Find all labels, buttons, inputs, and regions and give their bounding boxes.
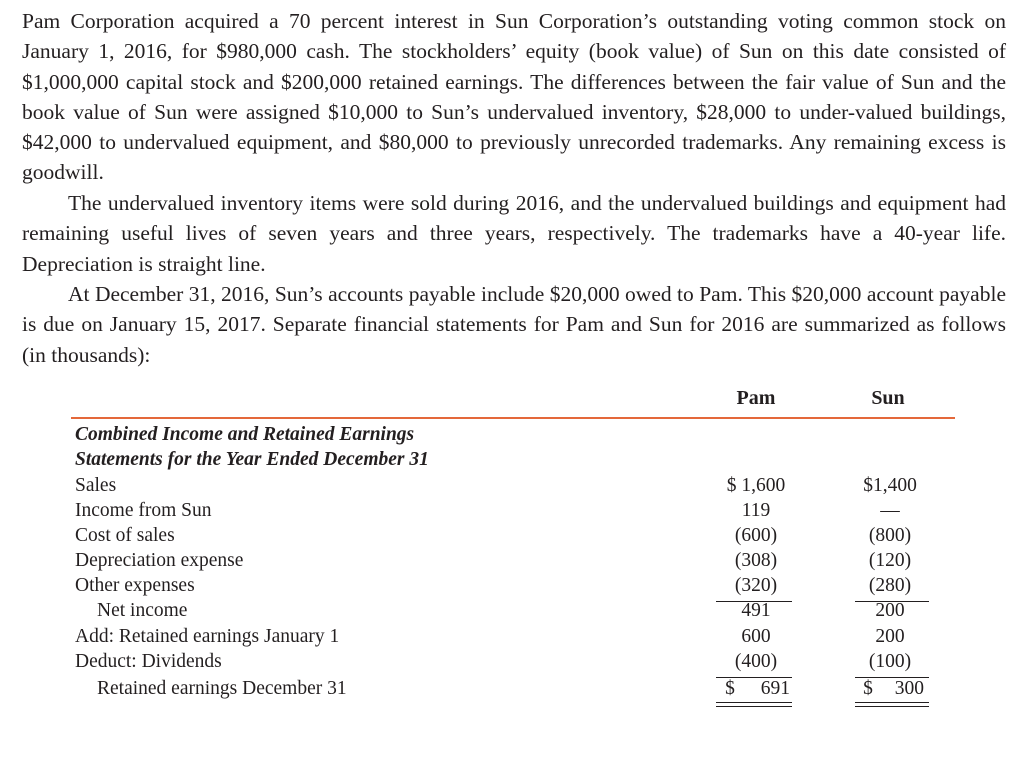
table-row [0,651,1024,676]
sun-value: (100) [868,651,912,672]
pam-value: 491 [741,600,771,621]
row-label: Cost of sales [75,525,175,546]
table-row [0,525,1024,550]
header-rule [71,417,955,419]
pam-value: (320) [734,575,778,596]
table-row [0,600,1024,625]
pam-value: (308) [734,550,778,571]
row-label: Sales [75,475,117,496]
table-row [0,475,1024,500]
sun-value: 200 [875,626,905,647]
sun-value: (120) [868,550,912,571]
double-underline-pam [716,702,792,707]
row-label: Net income [97,600,188,621]
table-row [0,575,1024,600]
column-header-pam: Pam [736,387,776,409]
row-label: Deduct: Dividends [75,651,222,672]
pam-dollar-sign: $ [725,678,735,699]
depreciation-paragraph: The undervalued inventory items were sold during 2016, and the undervalued buildings and equipment had remaining useful lives of seven years and three years, respectively. The trademarks have a 40-year life. Depreciation is straight line. [22,191,1006,276]
sun-dollar-sign: $ [863,678,873,699]
pam-value: $ 1,600 [726,475,786,496]
row-label: Depreciation expense [75,550,244,571]
row-label: Add: Retained earnings January 1 [75,626,340,647]
payable-paragraph: At December 31, 2016, Sun’s accounts payable include $20,000 owed to Pam. This $20,000 account payable is due on January 15, 2017. Separate financial statements for Pam and Sun for 2016 are summarized as follows (in thousands): [22,282,1006,367]
sun-value: 200 [875,600,905,621]
sun-value: (800) [868,525,912,546]
section-title-line2: Statements for the Year Ended December 31 [75,449,429,470]
row-label: Retained earnings December 31 [97,678,347,699]
double-underline-sun [855,702,929,707]
pam-value: 600 [741,626,771,647]
section-title-line1: Combined Income and Retained Earnings [75,424,415,445]
row-label: Other expenses [75,575,195,596]
pam-value: (600) [734,525,778,546]
sun-value: — [880,500,900,521]
intro-paragraph: Pam Corporation acquired a 70 percent interest in Sun Corporation’s outstanding voting common stock on January 1, 2016, for $980,000 cash. The stockholders’ equity (book value) of Sun on this date consisted of $1,000,000 capital stock and $200,000 retained earnings. The differences between the fair value of Sun and the book value of Sun were assigned $10,000 to Sun’s undervalued inventory, $28,000 to under-valued buildings, $42,000 to undervalued equipment, and $80,000 to previously unrecorded trademarks. Any remaining excess is goodwill. [22,9,1006,185]
pam-value: (400) [734,651,778,672]
pam-value: 691 [760,678,790,699]
table-row [0,626,1024,651]
row-label: Income from Sun [75,500,212,521]
table-row [0,678,1024,703]
sun-value: (280) [868,575,912,596]
table-row [0,500,1024,525]
sun-value: $1,400 [863,475,917,496]
pam-value: 119 [741,500,771,521]
table-row [0,550,1024,575]
sun-value: 300 [894,678,924,699]
column-header-sun: Sun [871,387,905,409]
